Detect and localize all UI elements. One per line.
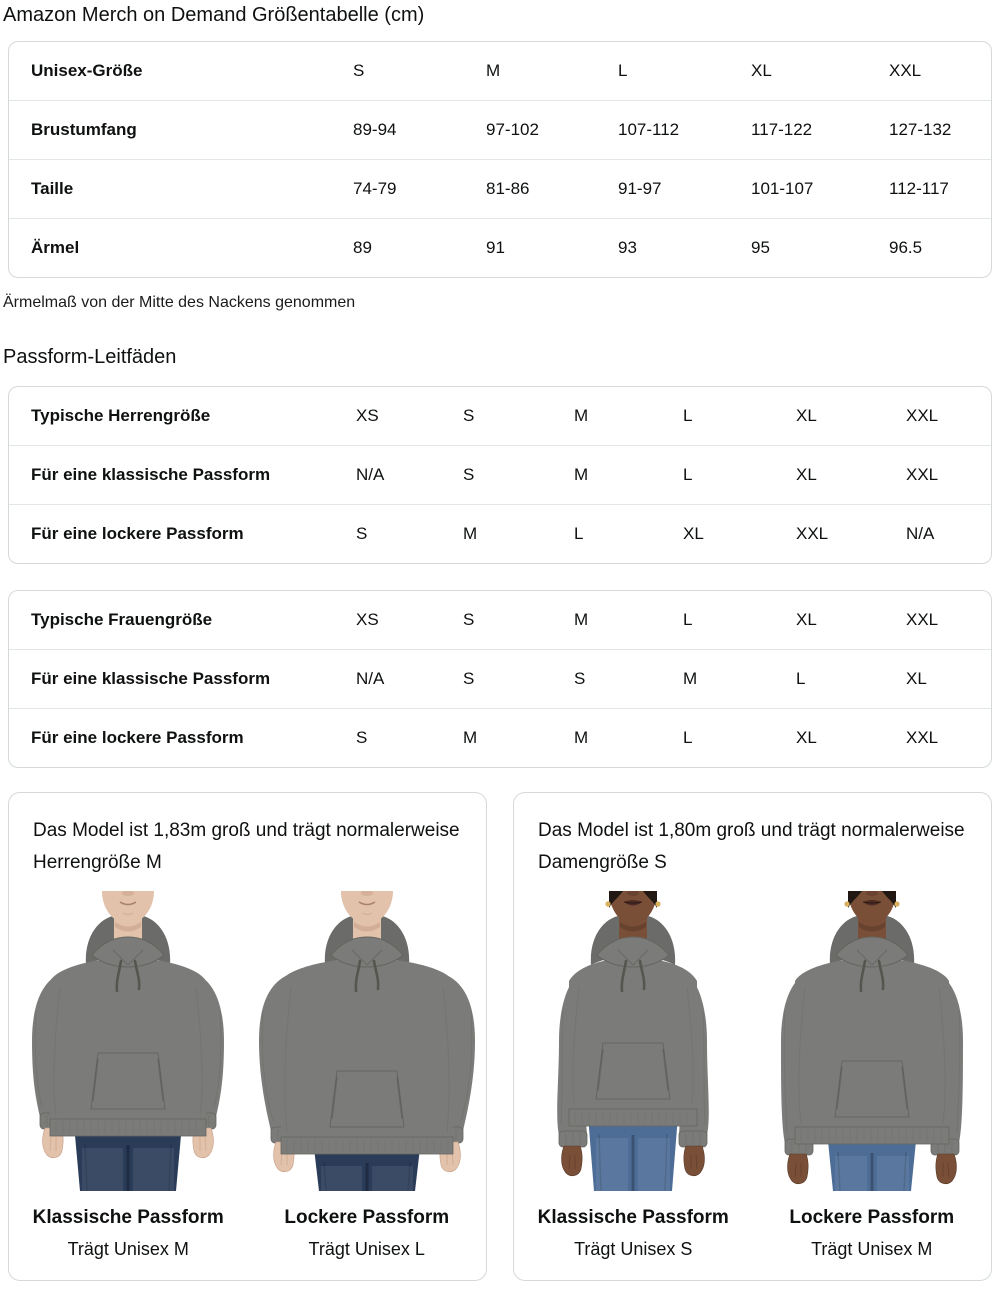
women-fit-table	[8, 590, 992, 768]
row-label: Für eine klassische Passform	[9, 445, 356, 504]
fit-label: Lockere Passform	[284, 1207, 450, 1228]
model-photo-male-loose	[252, 891, 482, 1191]
size-cell: 81-86	[486, 159, 618, 218]
model-description: Das Model ist 1,83m groß und trägt normalerweise Herrengröße M	[33, 820, 460, 873]
table-row	[9, 100, 991, 159]
size-cell: L	[683, 406, 693, 425]
size-cell: N/A	[356, 649, 463, 708]
page-title: Amazon Merch on Demand Größentabelle (cm)	[3, 4, 425, 26]
size-cell: M	[574, 445, 683, 504]
row-label: Unisex-Größe	[31, 61, 143, 80]
row-label: Typische Herrengröße	[31, 406, 211, 425]
size-cell: M	[574, 406, 589, 425]
model-photo	[514, 891, 753, 1191]
size-cell: 97-102	[486, 100, 618, 159]
size-cell: S	[463, 649, 574, 708]
size-cell: M	[463, 708, 574, 767]
row-label: Brustumfang	[9, 100, 353, 159]
row-label: Typische Frauengröße	[31, 610, 213, 629]
fit-label: Klassische Passform	[537, 1207, 729, 1228]
size-cell: 96.5	[889, 218, 991, 277]
model-photo-female-classic	[518, 891, 748, 1191]
model-photo-male-classic	[13, 891, 243, 1191]
size-worn-label: Trägt Unisex M	[67, 1239, 189, 1259]
size-cell: XS	[356, 610, 379, 629]
size-cell: S	[356, 708, 463, 767]
model-figure	[248, 891, 487, 1260]
size-cell: XXL	[906, 610, 939, 629]
size-cell: 89-94	[353, 100, 486, 159]
table-row	[9, 42, 991, 100]
size-cell: N/A	[906, 504, 991, 563]
row-label: Für eine klassische Passform	[9, 649, 356, 708]
size-cell: L	[683, 445, 796, 504]
model-card-women	[513, 792, 992, 1281]
size-cell: 91	[486, 218, 618, 277]
size-cell: XXL	[906, 445, 991, 504]
size-cell: 112-117	[889, 159, 991, 218]
size-cell: L	[796, 649, 906, 708]
size-cell: L	[683, 610, 693, 629]
size-cell: XL	[751, 61, 772, 80]
table-row	[9, 708, 991, 767]
row-label: Für eine lockere Passform	[9, 708, 356, 767]
size-cell: M	[486, 61, 501, 80]
model-figure	[753, 891, 992, 1260]
model-photo	[753, 891, 992, 1191]
fit-guides-heading: Passform-Leitfäden	[3, 346, 177, 368]
size-cell: XXL	[796, 504, 906, 563]
sleeve-measure-note: Ärmelmaß von der Mitte des Nackens genommen	[3, 294, 356, 311]
table-row	[9, 387, 991, 445]
size-cell: XL	[796, 708, 906, 767]
model-figure	[9, 891, 248, 1260]
size-cell: M	[683, 649, 796, 708]
size-worn-label: Trägt Unisex S	[574, 1239, 693, 1259]
size-cell: L	[618, 61, 628, 80]
size-cell: M	[574, 708, 683, 767]
row-label: Für eine lockere Passform	[9, 504, 356, 563]
size-cell: XL	[796, 610, 817, 629]
size-cell: 127-132	[889, 100, 991, 159]
size-cell: S	[463, 610, 475, 629]
size-cell: N/A	[356, 445, 463, 504]
size-cell: XS	[356, 406, 379, 425]
table-row	[9, 504, 991, 563]
size-cell: XXL	[906, 708, 991, 767]
size-worn-label: Trägt Unisex L	[308, 1239, 425, 1259]
table-row	[9, 159, 991, 218]
model-card-men	[8, 792, 487, 1281]
size-cell: XL	[683, 504, 796, 563]
table-row	[9, 218, 991, 277]
size-cell: 101-107	[751, 159, 889, 218]
size-cell: XL	[906, 649, 991, 708]
size-cell: S	[463, 445, 574, 504]
size-cell: 117-122	[751, 100, 889, 159]
model-description: Das Model ist 1,80m groß und trägt normalerweise Damengröße S	[538, 820, 965, 873]
size-cell: XL	[796, 406, 817, 425]
fit-label: Klassische Passform	[32, 1207, 224, 1228]
model-photo-female-loose	[757, 891, 987, 1191]
table-row	[9, 591, 991, 649]
model-figure	[514, 891, 753, 1260]
row-label: Taille	[9, 159, 353, 218]
size-cell: M	[574, 610, 589, 629]
row-label: Ärmel	[9, 218, 353, 277]
size-cell: XL	[796, 445, 906, 504]
model-cards	[8, 792, 992, 1281]
table-row	[9, 649, 991, 708]
size-cell: M	[463, 504, 574, 563]
fit-label: Lockere Passform	[789, 1207, 955, 1228]
size-cell: S	[353, 61, 365, 80]
size-worn-label: Trägt Unisex M	[811, 1239, 933, 1259]
size-cell: S	[356, 504, 463, 563]
model-photo	[9, 891, 248, 1191]
size-cell: L	[683, 708, 796, 767]
size-table	[8, 41, 992, 278]
size-cell: 74-79	[353, 159, 486, 218]
size-cell: XXL	[889, 61, 922, 80]
size-cell: L	[574, 504, 683, 563]
size-cell: 91-97	[618, 159, 751, 218]
size-cell: S	[574, 649, 683, 708]
men-fit-table	[8, 386, 992, 564]
size-cell: 93	[618, 218, 751, 277]
size-cell: 107-112	[618, 100, 751, 159]
size-cell: XXL	[906, 406, 939, 425]
model-photo	[248, 891, 487, 1191]
table-row	[9, 445, 991, 504]
size-cell: 95	[751, 218, 889, 277]
size-cell: 89	[353, 218, 486, 277]
size-cell: S	[463, 406, 475, 425]
